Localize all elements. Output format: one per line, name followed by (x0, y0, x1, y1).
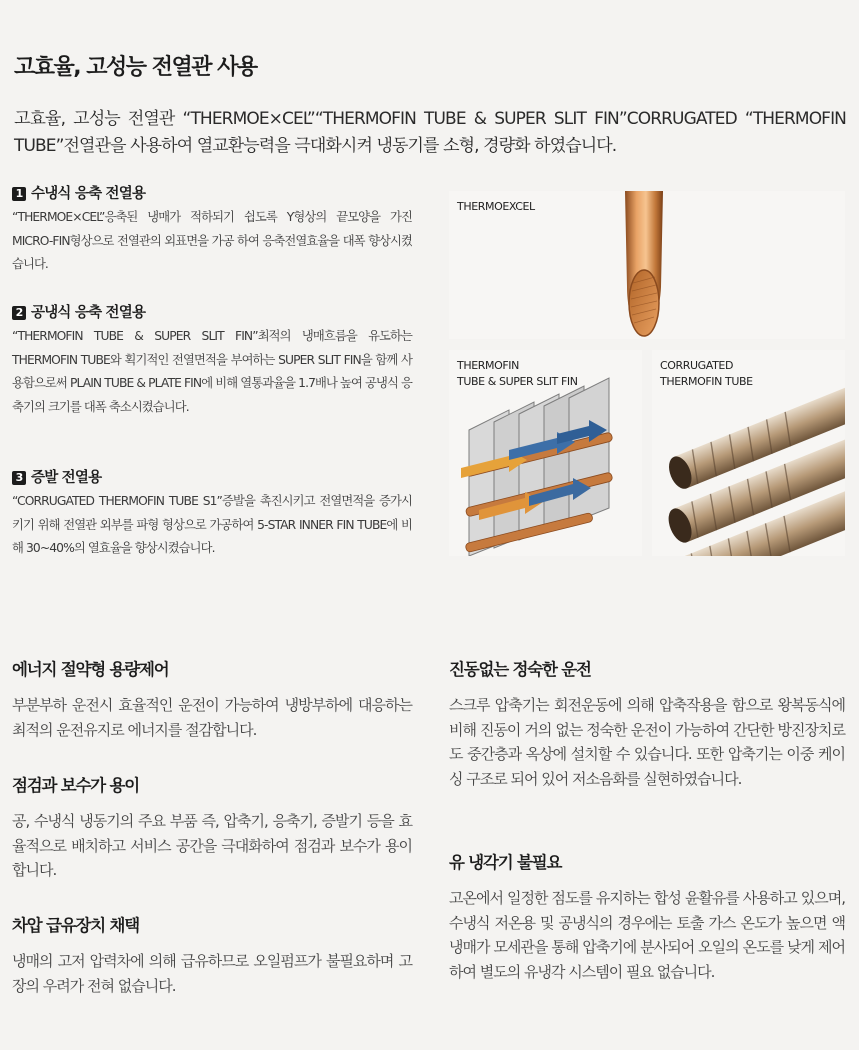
feature-title: 진동없는 정숙한 운전 (449, 660, 591, 679)
feature-energy-saving (12, 657, 412, 742)
photo-label: CORRUGATED THERMOFIN TUBE (660, 359, 753, 388)
section-heading (12, 467, 412, 489)
feature-body: 부분부하 운전시 효율적인 운전이 가능하여 냉방부하에 대응하는 최적의 운전유지로 에너지를 절감합니다. (12, 696, 412, 739)
thermoexcel-photo (449, 191, 845, 339)
section-heading-text: 수냉식 응축 전열용 (31, 186, 146, 202)
page-title: 고효율, 고성능 전열관 사용 (14, 55, 257, 80)
feature-no-oil-cooler (449, 850, 845, 984)
feature-quiet-operation (449, 657, 845, 791)
feature-body: 스크루 압축기는 회전운동에 의해 압축작용을 함으로 왕복동식에 비해 진동이 거의 없는 정숙한 운전이 가능하여 간단한 방진장치로도 중간층과 옥상에 설치할 수 있습니다. 또한 압축기는 이중 케이싱 구조로 되어 있어 저소음화를 실현하였습니다. (449, 696, 845, 788)
corrugated-tube-photo (652, 350, 845, 556)
feature-title: 점검과 보수가 용이 (12, 776, 140, 795)
feature-easy-maintenance (12, 773, 412, 883)
section-number-badge: 2 (12, 306, 26, 320)
photo-label: THERMOFIN TUBE & SUPER SLIT FIN (457, 359, 578, 388)
feature-body: 고온에서 일정한 점도를 유지하는 합성 윤활유를 사용하고 있으며, 수냉식 저온용 및 공냉식의 경우에는 토출 가스 온도가 높으면 액냉매가 모세관을 통해 압축기에 분사되어 오일의 온도를 낮게 제어하여 별도의 유냉각 시스템이 필요 없습니다. (449, 889, 845, 981)
section-heading-text: 공냉식 응축 전열용 (31, 305, 146, 321)
feature-title: 에너지 절약형 용량제어 (12, 660, 169, 679)
section-number-badge: 3 (12, 471, 26, 485)
section-number-badge: 1 (12, 187, 26, 201)
section-heading (12, 302, 412, 324)
section-water-cooled-condensing (12, 183, 412, 277)
feature-differential-lubrication (12, 913, 412, 998)
section-body: “CORRUGATED THERMOFIN TUBE S1”증발을 촉진시키고 전열면적을 증가시키기 위해 전열관 외부를 파형 형상으로 가공하여 5-STAR INNER FIN TUBE에 비해 30~40%의 열효율을 향상시켰습니다. (12, 494, 412, 555)
section-body: “THERMOFIN TUBE & SUPER SLIT FIN”최적의 냉매흐름을 유도하는 THERMOFIN TUBE와 획기적인 전열면적을 부여하는 SUPER SLIT FIN을 함께 사용함으로써 PLAIN TUBE & PLATE FIN에 비해 열통과율을 1.7배나 높여 공냉식 응축기의 크기를 대폭 축소시켰습니다. (12, 329, 412, 414)
feature-body: 냉매의 고저 압력차에 의해 급유하므로 오일펌프가 불필요하며 고장의 우려가 전혀 없습니다. (12, 952, 412, 995)
section-heading (12, 183, 412, 205)
section-heading-text: 증발 전열용 (31, 470, 102, 486)
photo-label: THERMOEXCEL (457, 200, 535, 213)
thermofin-fin-photo (449, 350, 642, 556)
section-evaporation (12, 467, 412, 561)
intro-paragraph: 고효율, 고성능 전열관 “THERMOE×CEL”“THERMOFIN TUBE & SUPER SLIT FIN”CORRUGATED “THERMOFIN TUBE”전열관을 사용하여 열교환능력을 극대화시켜 냉동기를 소형, 경량화 하였습니다. (14, 109, 846, 156)
section-body: “THERMOE×CEL”응축된 냉매가 적하되기 쉽도록 Y형상의 끝모양을 가진 MICRO-FIN형상으로 전열관의 외표면을 가공 하여 응축전열효율을 대폭 향상시켰습니다. (12, 210, 412, 271)
feature-body: 공, 수냉식 냉동기의 주요 부품 즉, 압축기, 응축기, 증발기 등을 효율적으로 배치하고 서비스 공간을 극대화하여 점검과 보수가 용이합니다. (12, 812, 412, 879)
section-air-cooled-condensing (12, 302, 412, 419)
feature-title: 차압 급유장치 채택 (12, 916, 140, 935)
feature-title: 유 냉각기 불필요 (449, 853, 562, 872)
